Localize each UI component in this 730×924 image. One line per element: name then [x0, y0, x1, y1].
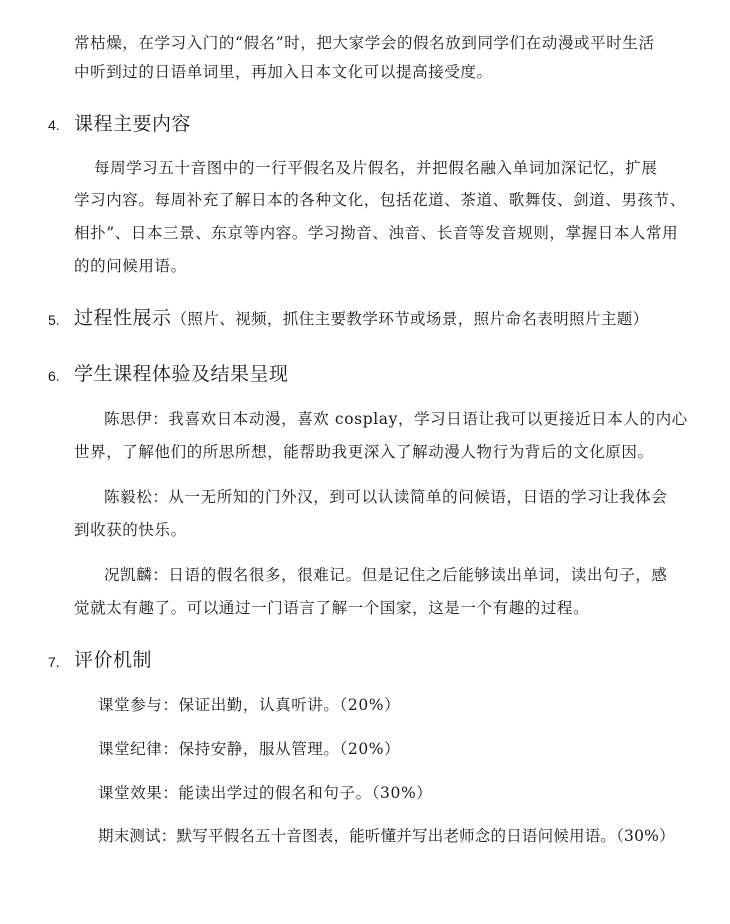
evaluation-item-participation: 课堂参与：保证出勤，认真听讲。（20%） — [98, 696, 401, 714]
section-4-number: 4. — [48, 117, 60, 133]
testimonial-3-line-2: 觉就太有趣了。可以通过一门语言了解一个国家，这是一个有趣的过程。 — [74, 599, 590, 617]
evaluation-item-discipline: 课堂纪律：保持安静，服从管理。（20%） — [98, 740, 401, 758]
testimonial-1-line-2: 世界，了解他们的所思所想，能帮助我更深入了解动漫人物行为背后的文化原因。 — [74, 443, 654, 461]
section-4-line-3: 相扑”、日本三景、东京等内容。学习拗音、浊音、长音等发音规则，掌握日本人常用 — [74, 224, 679, 242]
section-4-line-1: 每周学习五十音图中的一行平假名及片假名，并把假名融入单词加深记忆，扩展 — [94, 159, 658, 177]
section-5-title-row — [74, 306, 649, 331]
evaluation-item-effect: 课堂效果：能读出学过的假名和句子。（30%） — [98, 784, 433, 802]
testimonial-3-line-1: 况凯麟：日语的假名很多，很难记。但是记住之后能够读出单词，读出句子，感 — [104, 566, 668, 584]
section-4-title: 课程主要内容 — [74, 113, 192, 135]
section-6-title: 学生课程体验及结果呈现 — [74, 363, 289, 385]
section-5-number: 5. — [48, 312, 60, 328]
section-6-number: 6. — [48, 368, 60, 384]
testimonial-2-line-1: 陈毅松：从一无所知的门外汉，到可以认读简单的问候语，日语的学习让我体会 — [104, 488, 668, 506]
section-7-number: 7. — [48, 654, 60, 670]
section-4-line-2: 学习内容。每周补充了解日本的各种文化，包括花道、茶道、歌舞伎、剑道、男孩节、 — [74, 191, 686, 209]
testimonial-2-line-2: 到收获的快乐。 — [74, 521, 187, 539]
section-5-subtitle: （照片、视频，抓住主要教学环节或场景，照片命名表明照片主题） — [171, 310, 649, 328]
section-4-line-4: 的的问候用语。 — [74, 257, 187, 275]
evaluation-item-final-test: 期末测试：默写平假名五十音图表，能听懂并写出老师念的日语问候用语。（30%） — [98, 827, 675, 845]
testimonial-1-line-1: 陈思伊：我喜欢日本动漫，喜欢 cosplay，学习日语让我可以更接近日本人的内心 — [104, 410, 688, 428]
section-7-title: 评价机制 — [74, 649, 153, 671]
intro-line-1: 常枯燥，在学习入门的“假名”时，把大家学会的假名放到同学们在动漫或平时生活 — [74, 34, 655, 52]
intro-line-2: 中听到过的日语单词里，再加入日本文化可以提高接受度。 — [74, 63, 493, 81]
section-5-title: 过程性展示 — [74, 307, 172, 329]
